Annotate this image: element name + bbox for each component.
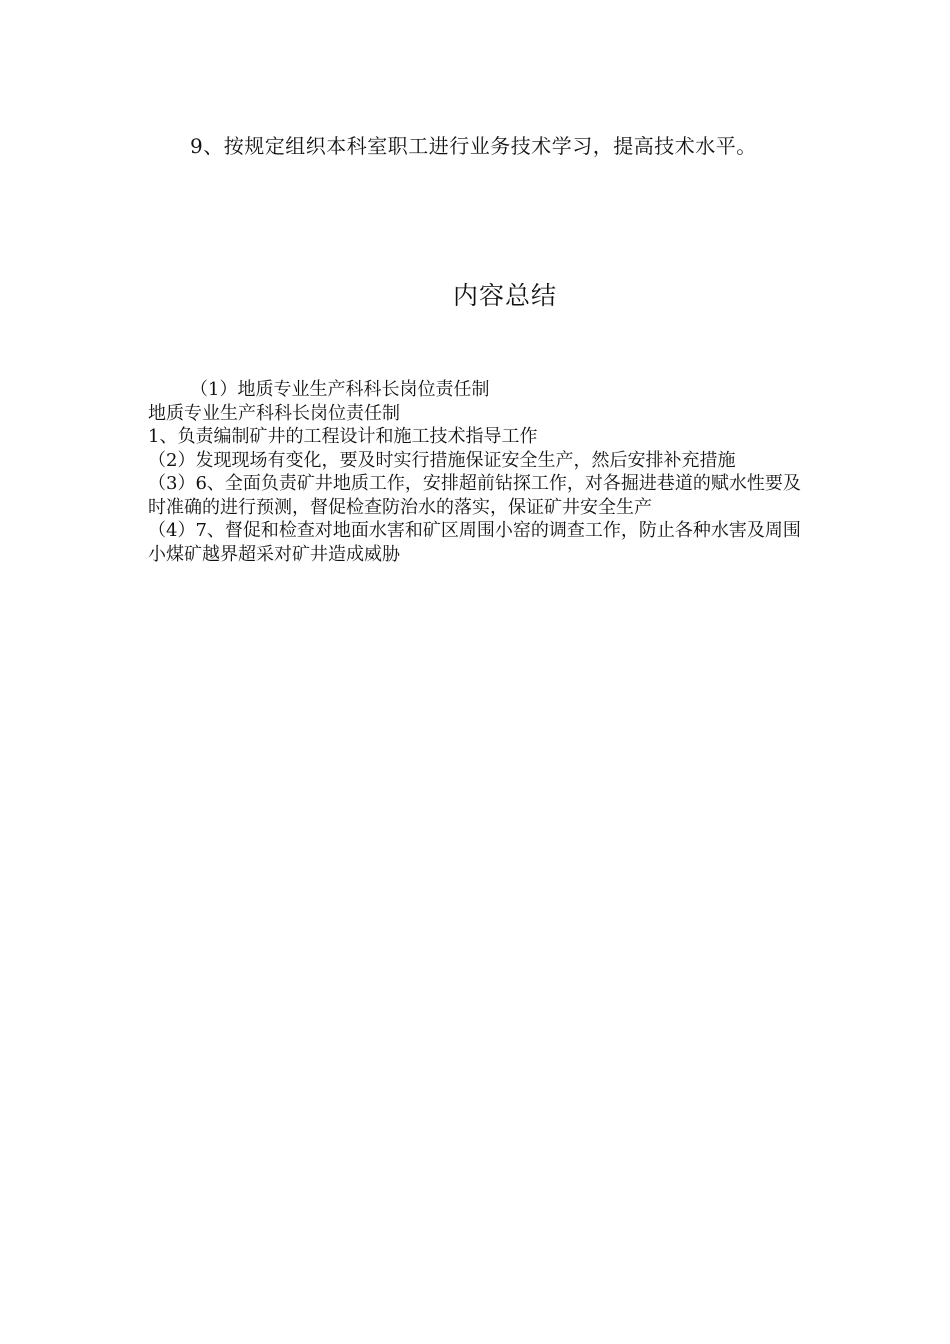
summary-line: （3）6、全面负责矿井地质工作，安排超前钻探工作，对各掘进巷道的赋水性要及时准确的进行预测，督促检查防治水的落实，保证矿井安全生产	[148, 473, 801, 518]
summary-line: 地质专业生产科科长岗位责任制	[148, 402, 400, 424]
item-9-paragraph: 9、按规定组织本科室职工进行业务技术学习，提高技术水平。	[190, 134, 757, 158]
summary-line: （2）发现现场有变化，要及时实行措施保证安全生产，然后安排补充措施	[148, 449, 736, 471]
summary-title: 内容总结	[452, 281, 557, 310]
summary-line: （1）地质专业生产科科长岗位责任制	[190, 379, 490, 400]
summary-body	[148, 378, 808, 566]
summary-line: （4）7、督促和检查对地面水害和矿区周围小窑的调查工作，防止各种水害及周围小煤矿越界超采对矿井造成威胁	[148, 520, 801, 565]
summary-line: 1、负责编制矿井的工程设计和施工技术指导工作	[148, 426, 538, 447]
